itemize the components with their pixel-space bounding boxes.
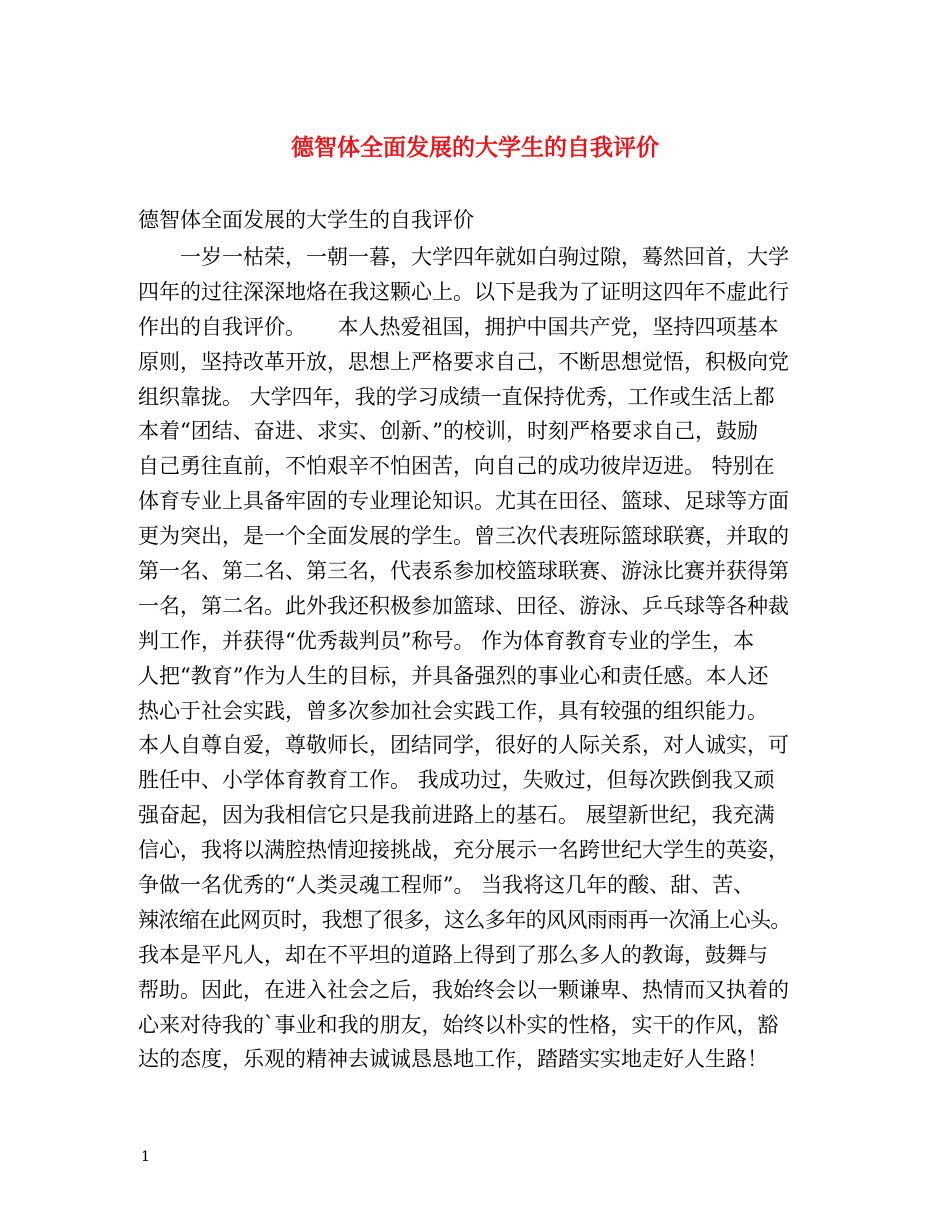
body-line: 辣浓缩在此网页时，我想了很多，这么多年的风风雨雨再一次涌上心头。 <box>138 907 791 932</box>
body-line: 热心于社会实践，曾多次参加社会实践工作，具有较强的组织能力。 <box>138 698 768 723</box>
body-line: 强奋起，因为我相信它只是我前进路上的基石。 展望新世纪，我充满 <box>138 803 775 828</box>
body-line: 更为突出，是一个全面发展的学生。曾三次代表班际篮球联赛，并取的 <box>138 524 789 549</box>
body-line: 本人自尊自爱，尊敬师长，团结同学，很好的人际关系，对人诚实，可 <box>138 733 789 758</box>
body-line: 本着“团结、奋进、求实、创新、”的校训，时刻严格要求自己，鼓励 <box>138 419 758 444</box>
body-line: 我本是平凡人，却在不平坦的道路上得到了那么多人的教诲，鼓舞与 <box>138 942 768 967</box>
body-line: 体育专业上具备牢固的专业理论知识。尤其在田径、篮球、足球等方面 <box>138 489 789 514</box>
body-line: 一名，第二名。此外我还积极参加篮球、田径、游泳、乒乓球等各种裁 <box>138 593 789 618</box>
document-title: 德智体全面发展的大学生的自我评价 <box>291 134 659 161</box>
body-line: 胜任中、小学体育教育工作。 我成功过，失败过，但每次跌倒我又顽 <box>138 768 775 793</box>
body-line: 一岁一枯荣，一朝一暮，大学四年就如白驹过隙，蓦然回首，大学 <box>138 245 789 269</box>
body-line: 帮助。因此，在进入社会之后，我始终会以一颗谦卑、热情而又执着的 <box>138 977 789 1002</box>
body-line: 四年的过往深深地烙在我这颗心上。以下是我为了证明这四年不虚此行 <box>138 279 789 304</box>
body-line: 组织靠拢。 大学四年，我的学习成绩一直保持优秀，工作或生活上都 <box>138 384 775 409</box>
body-line: 达的态度，乐观的精神去诚诚恳恳地工作，踏踏实实地走好人生路！ <box>138 1047 768 1072</box>
body-line: 原则，坚持改革开放，思想上严格要求自己，不断思想觉悟，积极向党 <box>138 349 789 374</box>
body-line: 第一名、第二名、第三名，代表系参加校篮球联赛、游泳比赛并获得第 <box>138 559 789 584</box>
document-subtitle: 德智体全面发展的大学生的自我评价 <box>138 208 474 232</box>
body-line: 争做一名优秀的“人类灵魂工程师”。 当我将这几年的酸、甜、苦、 <box>138 873 755 898</box>
body-line: 人把“教育”作为人生的目标，并具备强烈的事业心和责任感。本人还 <box>138 663 769 688</box>
body-line: 心来对待我的`事业和我的朋友，始终以朴实的性格，实干的作风，豁 <box>138 1012 779 1037</box>
body-line: 判工作，并获得“优秀裁判员”称号。 作为体育教育专业的学生，本 <box>138 628 755 653</box>
page-number: 1 <box>141 1149 150 1165</box>
document-body <box>138 240 828 1077</box>
body-line: 信心，我将以满腔热情迎接挑战，充分展示一名跨世纪大学生的英姿， <box>138 838 789 863</box>
body-line: 作出的自我评价。 本人热爱祖国，拥护中国共产党，坚持四项基本 <box>138 314 779 339</box>
body-line: 自己勇往直前，不怕艰辛不怕困苦，向自己的成功彼岸迈进。 特别在 <box>138 454 775 479</box>
